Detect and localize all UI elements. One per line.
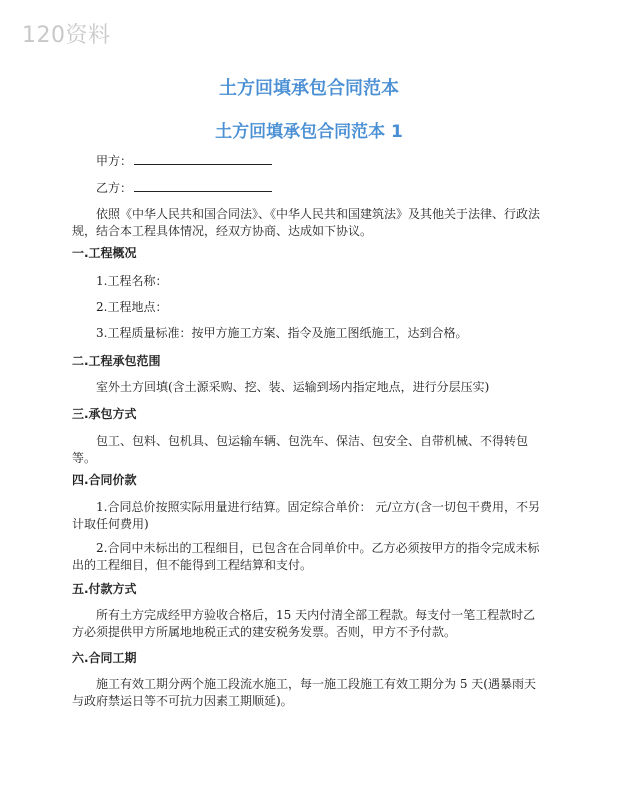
section-6-text: 施工有效工期分两个施工段流水施工，每一施工段施工有效工期分为 5 天(遇暴雨天与政府禁运日等不可抗力因素工期顺延)。 [72, 677, 536, 708]
intro-paragraph: 依照《中华人民共和国合同法》、《中华人民共和国建筑法》及其他关于法律、行政法规，结合本工程具体情况，经双方协商、达成如下协议。 [72, 207, 541, 238]
section-2-heading: 二.工程承包范围 [72, 354, 161, 368]
watermark-logo: 120资料 [22, 23, 111, 48]
party-b-line [72, 179, 546, 197]
party-a-blank [134, 152, 272, 165]
party-b-blank [134, 179, 272, 192]
section-5-heading: 五.付款方式 [72, 582, 137, 596]
party-a-label: 甲方： [96, 154, 133, 168]
section-4-heading: 四.合同价款 [72, 473, 137, 487]
section-5-text: 所有土方完成经甲方验收合格后，15 天内付清全部工程款。每支付一笔工程款时乙方必须提供甲方所属地地税正式的建安税务发票。否则，甲方不予付款。 [72, 608, 536, 639]
section-1-item-3: 3.工程质量标准：按甲方施工方案、指令及施工图纸施工，达到合格。 [96, 326, 468, 340]
section-4-paragraph-2: 2.合同中未标出的工程细目，已包含在合同单价中。乙方必须按甲方的指令完成未标出的工程细目，但不能得到工程结算和支付。 [72, 541, 540, 572]
section-1-item-1: 1.工程名称： [96, 274, 168, 288]
document-subtitle: 土方回填承包合同范本 1 [215, 122, 403, 142]
section-3-text: 包工、包料、包机具、包运输车辆、包洗车、保洁、包安全、自带机械、不得转包等。 [72, 434, 529, 465]
party-b-label: 乙方： [96, 181, 133, 195]
document-title: 土方回填承包合同范本 [219, 78, 399, 99]
section-1-heading: 一.工程概况 [72, 246, 137, 260]
party-a-line [72, 152, 546, 170]
section-2-text: 室外土方回填(含土源采购、挖、装、运输到场内指定地点，进行分层压实) [96, 380, 490, 394]
section-6-heading: 六.合同工期 [72, 651, 137, 665]
section-3-heading: 三.承包方式 [72, 407, 137, 421]
section-1-item-2: 2.工程地点： [96, 300, 168, 314]
section-4-paragraph-1: 1.合同总价按照实际用量进行结算。固定综合单价： 元/立方(含一切包干费用，不另计取任何费用) [72, 500, 540, 531]
